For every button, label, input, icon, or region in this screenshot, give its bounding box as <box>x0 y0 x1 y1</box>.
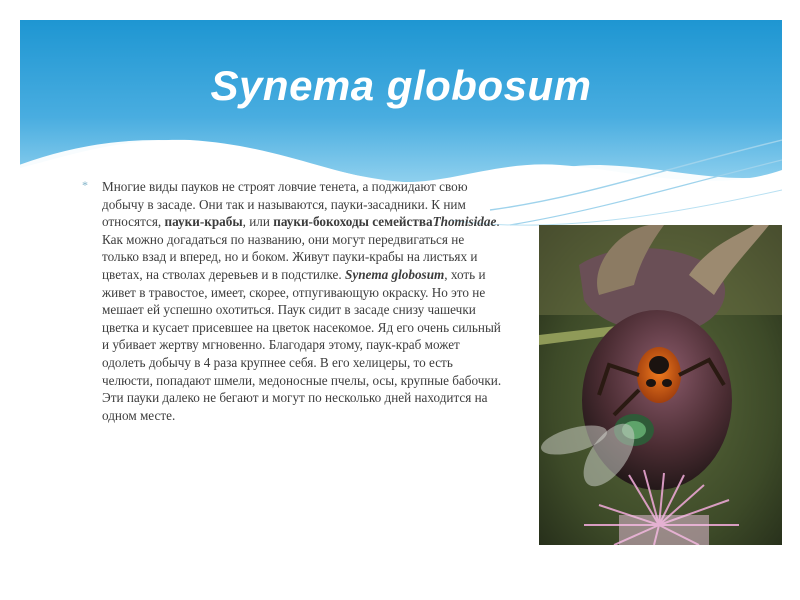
slide-title: Synema globosum <box>210 62 592 109</box>
slide <box>20 20 782 590</box>
paragraph-run: пауки-крабы <box>164 214 243 230</box>
paragraph-run: Thomisidae <box>432 214 497 230</box>
paragraph-run: . Как можно догадаться по названию, они могут передвигаться не только взад и вперед, но и боком. Живут пауки-крабы на листьях и цветах, на стволах деревьев и в подстилке. <box>102 214 500 282</box>
paragraph-run: , или <box>242 214 274 230</box>
bullet-marker: * <box>82 178 88 192</box>
paragraph-run: пауки-бокоходы семейства <box>273 214 433 230</box>
spider-photo <box>539 225 782 545</box>
paragraph-run: Многие виды пауков не строят ловчие тенета, а поджидают свою добычу в засаде. Они так и называются, пауки-засадники. К ним относятся, <box>102 179 468 230</box>
body-paragraph <box>102 178 502 424</box>
paragraph-run: , хоть и живет в травостое, имеет, скорее, отпугивающую окраску. Но это не мешает ей успешно охотиться. Паук сидит в засаде снизу чашечки цветка и кусает присевшее на цветок насекомое. Яд его очень сильный и убивает жертву мгновенно. Благодаря этому, паук-краб может одолеть добычу в 4 раза крупнее себя. В его хелицеры, то есть челюсти, попадают шмели, медоносные пчелы, осы, крупные бабочки. Эти пауки далеко не бегают и могут по несколько дней находится на одном месте. <box>102 266 502 423</box>
paragraph-run: Synema globosum <box>345 266 445 282</box>
